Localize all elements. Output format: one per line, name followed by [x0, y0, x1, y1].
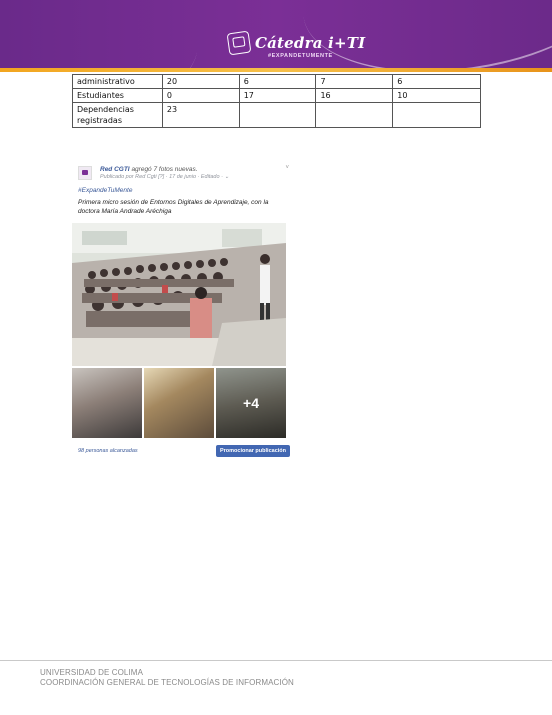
- post-header: [78, 166, 229, 181]
- table-row: [73, 89, 481, 103]
- footer-university: UNIVERSIDAD DE COLIMA: [40, 668, 144, 677]
- table-cell: 23: [162, 103, 239, 128]
- post-options-icon[interactable]: ˅: [285, 165, 289, 171]
- footer-divider: [0, 660, 552, 661]
- footer-department: COORDINACIÓN GENERAL DE TECNOLOGÍAS DE INFORMACIÓN: [40, 678, 294, 687]
- table-cell: 20: [162, 75, 239, 89]
- post-hashtag[interactable]: #ExpandeTuMente: [78, 187, 133, 194]
- logo-text: Cátedra i+TI: [255, 34, 366, 52]
- table-row: [73, 103, 481, 128]
- chevron-down-icon[interactable]: ⌄: [224, 174, 230, 180]
- facebook-post: [72, 163, 292, 460]
- table-cell: 6: [393, 75, 481, 89]
- table-cell: 10: [393, 89, 481, 103]
- table-row: [73, 75, 481, 89]
- table-cell: [316, 103, 393, 128]
- more-photos-count: +4: [216, 368, 286, 438]
- table-cell: [393, 103, 481, 128]
- logo-subtitle: #EXPANDETUMENTE: [268, 53, 333, 59]
- logo-mark-icon: [227, 31, 252, 56]
- table-cell: administrativo: [73, 75, 163, 89]
- post-photo-row: [72, 368, 286, 438]
- table-cell: 0: [162, 89, 239, 103]
- post-reach[interactable]: 98 personas alcanzadas: [78, 448, 138, 454]
- post-verb: agregó 7 fotos nuevas.: [131, 166, 198, 173]
- post-main-photo[interactable]: [72, 223, 286, 366]
- table-cell: 7: [316, 75, 393, 89]
- post-author-line: [100, 166, 229, 174]
- post-thumbnail[interactable]: [72, 368, 142, 438]
- table-cell: 17: [239, 89, 316, 103]
- post-thumbnail-more[interactable]: [216, 368, 286, 438]
- post-meta: [100, 174, 229, 181]
- table-cell: [239, 103, 316, 128]
- catedra-logo: [228, 32, 365, 54]
- post-meta-text: Publicado por Red Cgti [?] · 17 de junio · Editado ·: [100, 174, 225, 180]
- table-cell: Estudiantes: [73, 89, 163, 103]
- page-header: [0, 0, 552, 72]
- header-accent-bar: [0, 68, 552, 72]
- classroom-photo: [72, 223, 286, 366]
- post-text: Primera micro sesión de Entornos Digitales de Aprendizaje, con la doctora María Andrade Aréchiga: [78, 199, 269, 215]
- table-cell: 16: [316, 89, 393, 103]
- promote-button[interactable]: Promocionar publicación: [216, 445, 290, 457]
- table-cell: Dependencias registradas: [73, 103, 163, 128]
- table-cell: 6: [239, 75, 316, 89]
- page-footer: [40, 668, 294, 688]
- post-author[interactable]: Red CGTI: [100, 166, 130, 173]
- participants-table: [72, 74, 481, 128]
- header-swoosh-left: [0, 0, 213, 72]
- post-thumbnail[interactable]: [144, 368, 214, 438]
- avatar[interactable]: [78, 166, 92, 180]
